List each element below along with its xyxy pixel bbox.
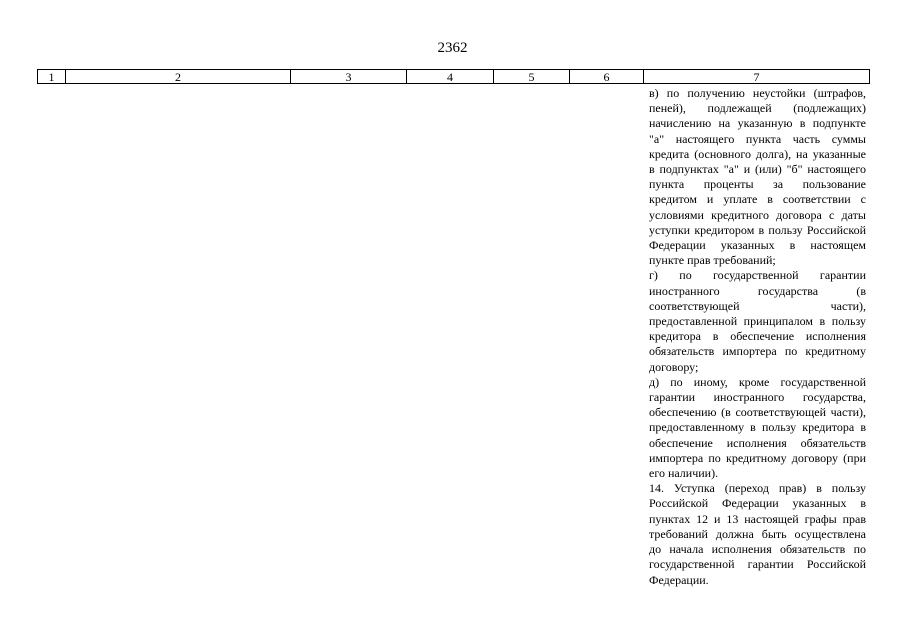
column-number-5: 5	[494, 70, 570, 84]
paragraph-item-v: в) по получению неустойки (штрафов, пеней), подлежащей (подлежащих) начислению на указанную в подпункте "а" настоящего пункта часть суммы кредита (основного долга), на указанные в подпунктах "а" и (или) "б" настоящего пункта проценты за пользование кредитом и уплате в соответствии с условиями кредитного договора с даты уступки кредитором в пользу Российской Федерации указанных в настоящем пункте прав требований;	[649, 86, 866, 268]
column-7-text	[649, 86, 866, 588]
column-number-7: 7	[644, 70, 870, 84]
page-number: 2362	[437, 40, 468, 56]
column-number-header	[37, 69, 870, 84]
column-number-6: 6	[570, 70, 644, 84]
paragraph-clause-14: 14. Уступка (переход прав) в пользу Российской Федерации указанных в пунктах 12 и 13 настоящей графы прав требований должна быть осуществлена до начала исполнения обязательств по государственной гарантии Российской Федерации.	[649, 481, 866, 587]
paragraph-item-d: д) по иному, кроме государственной гарантии иностранного государства, обеспечению (в соответствующей части), предоставленному в пользу кредитора в обеспечение исполнения обязательств импортера по кредитному договору (при его наличии).	[649, 374, 866, 481]
column-number-1: 1	[38, 70, 66, 84]
column-number-row	[38, 70, 870, 84]
paragraph-item-g: г) по государственной гарантии иностранного государства (в соответствующей части), предоставленной принципалом в пользу кредитора в обеспечение исполнения обязательств импортера по кредитному договору;	[649, 268, 866, 374]
column-number-3: 3	[291, 70, 407, 84]
column-number-2: 2	[66, 70, 291, 84]
column-number-4: 4	[407, 70, 494, 84]
